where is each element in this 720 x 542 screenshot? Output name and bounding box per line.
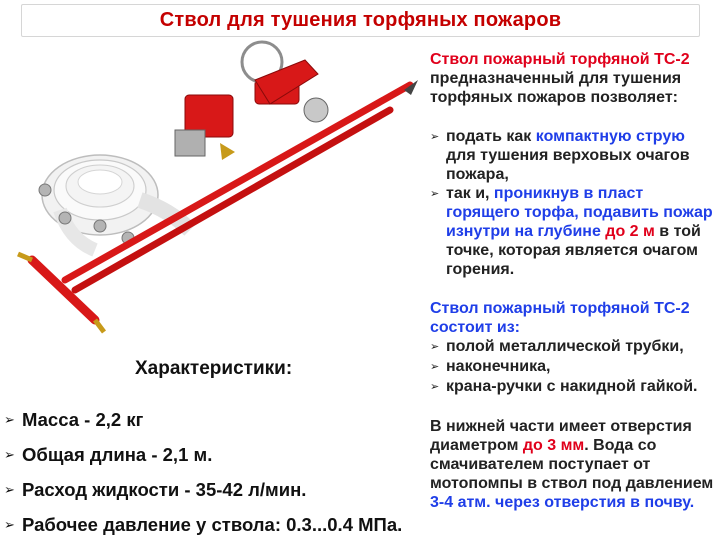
capability-text: подать как [446, 128, 536, 145]
spec-text: Масса - 2,2 кг [22, 408, 144, 430]
page-title: Ствол для тушения торфяных пожаров [159, 9, 562, 31]
specs-list [4, 402, 424, 542]
characteristics-heading: Характеристики: [135, 358, 293, 379]
intro-paragraph [430, 50, 715, 107]
spec-item [4, 507, 424, 542]
component-text: наконечника, [446, 358, 551, 375]
arrowhead-bullet-icon: ➢ [430, 341, 440, 353]
arrowhead-bullet-icon: ➢ [4, 446, 15, 462]
spec-text: Общая длина - 2,1 м. [22, 443, 213, 465]
spec-text: Рабочее давление у ствола: 0.3...0.4 МПа. [22, 513, 403, 535]
hole-size-highlight: до 3 мм [522, 437, 585, 454]
component-item [430, 337, 715, 357]
arrowhead-bullet-icon: ➢ [430, 361, 440, 373]
pressure-highlight: 3-4 атм. [430, 494, 491, 511]
nozzle-illustration [0, 40, 420, 360]
bottom-paragraph [430, 417, 715, 512]
arrowhead-bullet-icon: ➢ [4, 481, 15, 497]
description-panel [430, 50, 715, 512]
component-text: полой металлической трубки, [446, 338, 684, 355]
arrowhead-bullet-icon: ➢ [430, 381, 440, 393]
title-box [21, 4, 700, 37]
component-item [430, 357, 715, 377]
capability-text: в той точке, которая является очагом горения. [446, 223, 701, 278]
component-text: крана-ручки с накидной гайкой. [446, 378, 698, 395]
arrowhead-bullet-icon: ➢ [4, 411, 15, 427]
capability-item [430, 184, 715, 279]
bottom-text: В нижней части имеет отверстия диаметром [430, 418, 692, 454]
capability-highlight: компактную струю [535, 128, 685, 145]
depth-highlight: до 2 м [605, 223, 655, 240]
arrowhead-bullet-icon: ➢ [430, 131, 440, 143]
bottom-text: . Вода со смачивателем поступает от мотопомпы в ствол под давлением [430, 437, 714, 492]
capability-text: для тушения верховых очагов пожара, [446, 147, 690, 183]
arrowhead-bullet-icon: ➢ [4, 516, 15, 532]
composition-heading: Ствол пожарный торфяной ТС-2 состоит из: [430, 300, 690, 336]
peat-nozzle-image [0, 40, 420, 360]
intro-red-text: Ствол пожарный торфяной ТС-2 [430, 51, 690, 68]
component-item [430, 377, 715, 397]
spec-item [4, 472, 424, 507]
capability-item [430, 127, 715, 184]
intro-text: предназначенный для тушения торфяных пожаров позволяет: [430, 70, 682, 106]
capability-text: так и, [446, 185, 494, 202]
spec-item [4, 437, 424, 472]
spec-text: Расход жидкости - 35-42 л/мин. [22, 478, 307, 500]
arrowhead-bullet-icon: ➢ [430, 188, 440, 200]
spec-item [4, 402, 424, 437]
capability-highlight: проникнув в пласт горящего торфа, подавить пожар изнутри на глубине [446, 185, 713, 240]
bottom-blue-text: через отверстия в почву. [490, 494, 695, 511]
